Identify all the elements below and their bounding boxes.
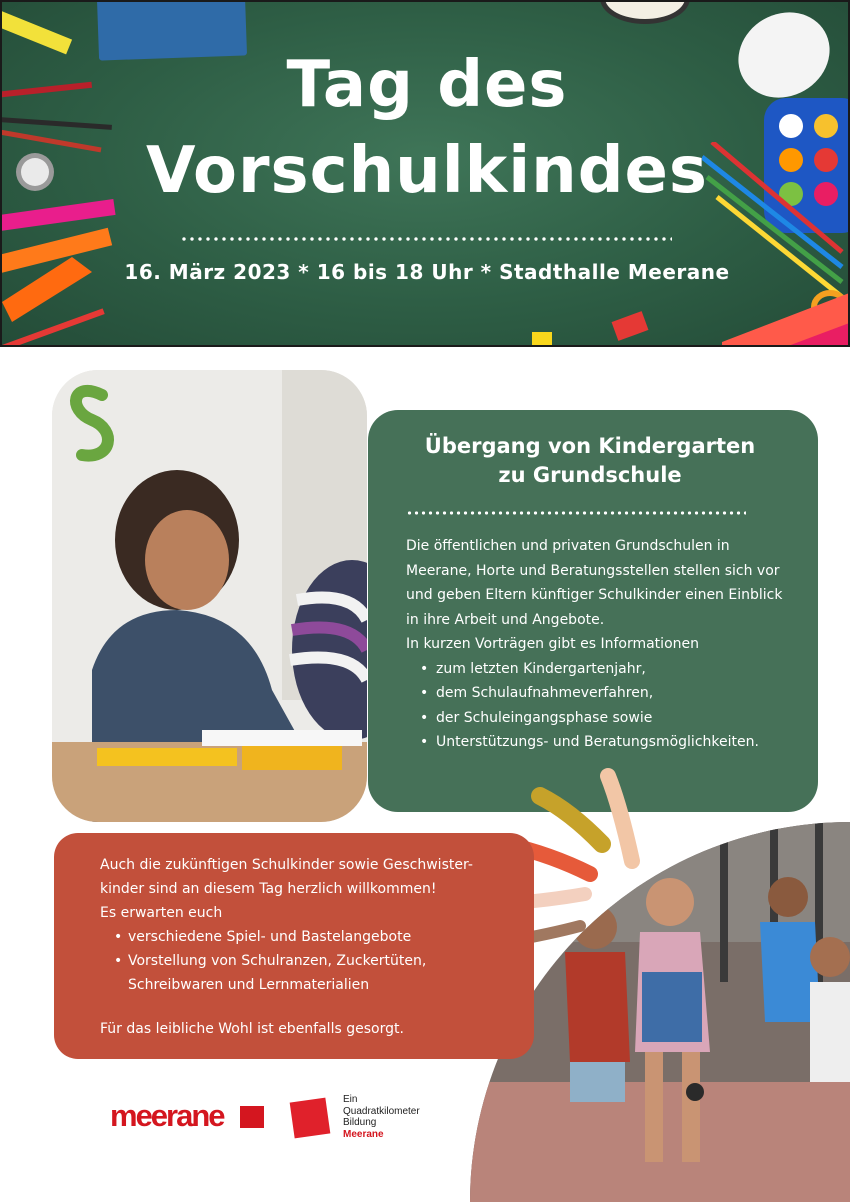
dotted-divider bbox=[406, 510, 746, 516]
page-title bbox=[2, 42, 850, 214]
info-paragraph: Die öffentlichen und privaten Grundschulen in Meerane, Horte und Beratungsstellen stellen sich vor und geben Eltern künftiger Schulkinder einen Einblick in ihre Arbeit und Angebote. bbox=[406, 538, 783, 628]
header-banner bbox=[0, 0, 850, 347]
logo-text-line: Bildung bbox=[343, 1117, 377, 1128]
info-section-title bbox=[406, 432, 774, 490]
logo-text-line: Meerane bbox=[343, 1128, 384, 1140]
girl-photo-illustration bbox=[52, 370, 367, 822]
list-item: • zum letzten Kindergartenjahr, bbox=[420, 657, 788, 682]
toy-brick-illustration bbox=[612, 311, 649, 341]
info-section-transition bbox=[368, 410, 818, 812]
logo-text-line: Ein bbox=[343, 1094, 358, 1105]
info-title-line: zu Grundschule bbox=[498, 463, 682, 487]
kids-paragraph: Auch die zukünftigen Schulkinder sowie Geschwister-kinder sind an diesem Tag herzlich willkommen! bbox=[100, 857, 473, 897]
meerane-logo: meerane bbox=[110, 1098, 224, 1133]
quadratkilometer-logo-text bbox=[343, 1094, 420, 1140]
alarm-clock-illustration bbox=[600, 0, 690, 24]
kids-offer-list bbox=[114, 925, 514, 997]
list-item: • dem Schulaufnahmeverfahren, bbox=[420, 681, 788, 706]
list-item: • der Schuleingangsphase sowie bbox=[420, 706, 788, 731]
page-title-line: Tag des bbox=[286, 48, 568, 122]
toy-brick-illustration bbox=[532, 332, 552, 346]
page-title-line: Vorschulkindes bbox=[145, 134, 709, 208]
info-list-intro: In kurzen Vorträgen gibt es Informationen bbox=[406, 636, 699, 652]
list-item: • Unterstützungs- und Beratungsmöglichkeiten. bbox=[420, 730, 788, 755]
kids-list-intro: Es erwarten euch bbox=[100, 905, 223, 921]
list-item: • verschiedene Spiel- und Bastelangebote bbox=[114, 925, 514, 949]
dotted-divider bbox=[180, 236, 672, 242]
info-title-line: Übergang von Kindergarten bbox=[424, 434, 756, 458]
event-date-location: 16. März 2023 * 16 bis 18 Uhr * Stadthalle Meerane bbox=[124, 260, 730, 284]
list-item: • Vorstellung von Schulranzen, Zuckertüten, Schreibwaren und Lernmaterialien bbox=[114, 949, 514, 997]
meerane-logo-square-icon bbox=[240, 1106, 264, 1128]
catering-note: Für das leibliche Wohl ist ebenfalls gesorgt. bbox=[100, 1021, 404, 1037]
logo-text-line: Quadratkilometer bbox=[343, 1105, 420, 1117]
girl-drawing-photo bbox=[52, 370, 367, 822]
info-section-kids bbox=[54, 833, 534, 1059]
info-topic-list bbox=[420, 657, 788, 755]
quadratkilometer-logo-square-icon bbox=[290, 1098, 331, 1139]
